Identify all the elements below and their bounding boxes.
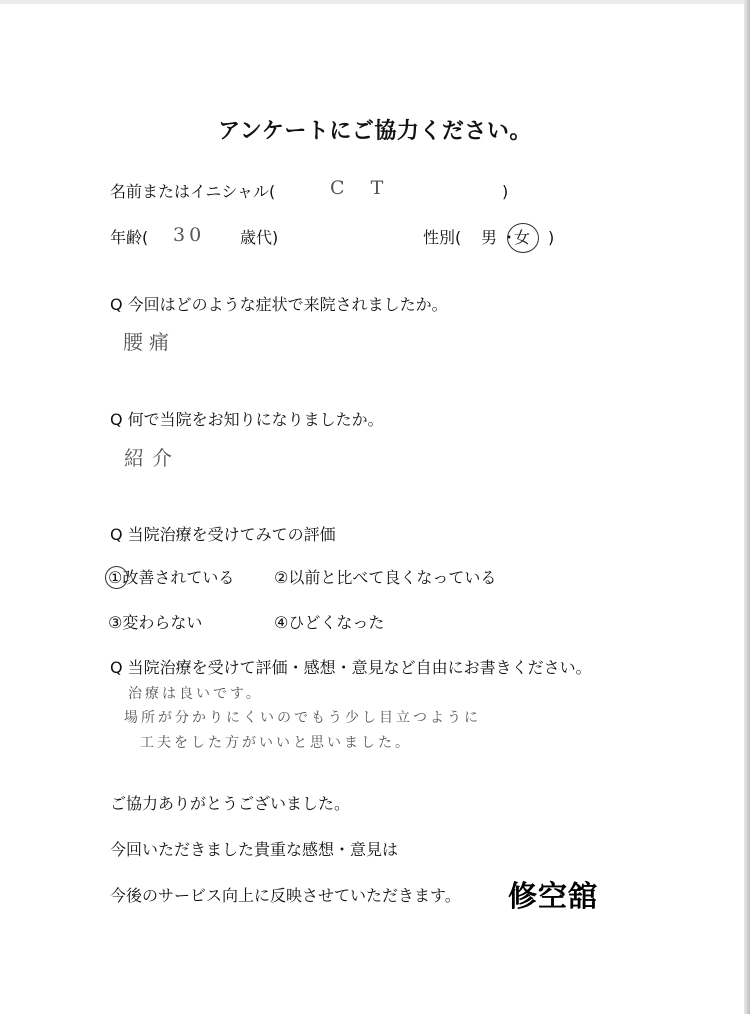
q3-option-4: ④ひどくなった xyxy=(274,613,385,632)
scan-edge-top xyxy=(0,0,750,4)
q2-question: Q 何で当院をお知りになりましたか。 xyxy=(110,410,384,429)
closing-thanks: ご協力ありがとうございました。 xyxy=(110,794,351,813)
age-label: 年齢( xyxy=(110,228,149,247)
q4-answer-line-3: 工夫をした方がいいと思いました。 xyxy=(140,735,412,751)
age-answer: 30 xyxy=(173,224,206,246)
q3-option-1: ①改善されている xyxy=(108,568,235,587)
age-suffix: 歳代) xyxy=(240,228,279,247)
q3-question: Q 当院治療を受けてみての評価 xyxy=(110,525,336,544)
q3-option-2: ②以前と比べて良くなっている xyxy=(274,568,497,587)
gender-label: 性別( xyxy=(423,228,462,247)
clinic-logo: 修空舘 xyxy=(508,879,599,913)
name-answer: C T xyxy=(330,177,394,199)
q2-answer: 紹介 xyxy=(124,446,180,470)
gender-male: 男 xyxy=(481,228,498,247)
gender-close-paren: ) xyxy=(548,228,555,247)
name-close-paren: ) xyxy=(502,182,509,201)
closing-line-2: 今後のサービス向上に反映させていただきます。 xyxy=(110,886,461,905)
scan-edge-right xyxy=(744,0,750,1014)
q3-option-3: ③変わらない xyxy=(108,613,203,632)
q4-question: Q 当院治療を受けて評価・感想・意見など自由にお書きください。 xyxy=(110,658,592,677)
survey-title: アンケートにご協力ください。 xyxy=(218,119,532,144)
q1-question: Q 今回はどのような症状で来院されましたか。 xyxy=(110,295,448,314)
q4-answer-line-2: 場所が分かりにくいのでもう少し目立つように xyxy=(124,710,481,726)
q1-answer: 腰痛 xyxy=(123,330,175,354)
closing-line-1: 今回いただきました貴重な感想・意見は xyxy=(110,840,399,859)
gender-female: 女 xyxy=(514,228,531,247)
q4-answer-line-1: 治療は良いです。 xyxy=(128,686,263,702)
name-label: 名前またはイニシャル( xyxy=(110,182,276,201)
gender-separator: ・ xyxy=(501,228,518,247)
